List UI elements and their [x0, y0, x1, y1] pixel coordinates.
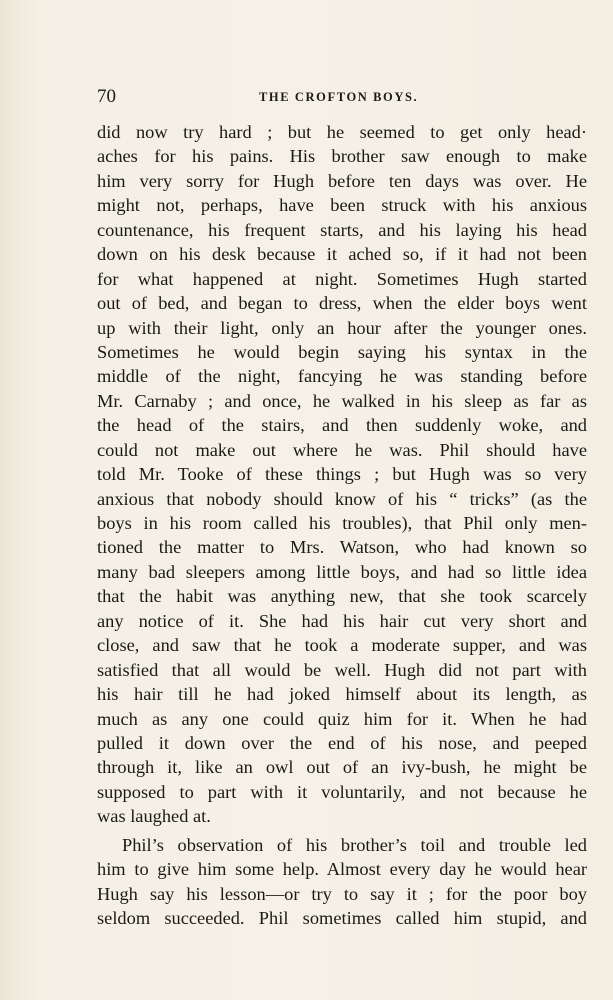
- text-line: countenance, his frequent starts, and his laying his head: [97, 219, 587, 240]
- text-line: him to give him some help. Almost every day he would hear: [97, 859, 587, 880]
- text-line: him very sorry for Hugh before ten days was over. He: [97, 170, 587, 191]
- text-line: much as any one could quiz him for it. When he had: [97, 708, 587, 729]
- page-number: 70: [97, 86, 116, 107]
- text-line: could not make out where he was. Phil should have: [97, 439, 587, 460]
- text-line: pulled it down over the end of his nose, and peeped: [97, 732, 587, 753]
- text-line: the head of the stairs, and then suddenly woke, and: [97, 415, 587, 436]
- text-line: that the habit was anything new, that she took scarcely: [97, 586, 587, 607]
- body-text: [97, 120, 587, 930]
- text-line: boys in his room called his troubles), that Phil only men-: [97, 513, 587, 533]
- text-line: did now try hard ; but he seemed to get only head·: [97, 122, 587, 142]
- running-title: THE CROFTON BOYS.: [259, 90, 419, 104]
- page-header: [97, 86, 567, 110]
- text-line: up with their light, only an hour after the younger ones.: [97, 317, 587, 338]
- text-line: for what happened at night. Sometimes Hugh started: [97, 268, 587, 289]
- text-line: seldom succeeded. Phil sometimes called him stupid, and: [97, 908, 587, 928]
- text-line: his hair till he had joked himself about its length, as: [97, 684, 587, 705]
- text-line: out of bed, and began to dress, when the elder boys went: [97, 293, 587, 314]
- text-line: Mr. Carnaby ; and once, he walked in his sleep as far as: [97, 390, 587, 411]
- text-line: Hugh say his lesson—or try to say it ; for the poor boy: [97, 883, 587, 904]
- text-line: aches for his pains. His brother saw enough to make: [97, 146, 587, 167]
- text-line: might not, perhaps, have been struck with his anxious: [97, 195, 587, 216]
- text-line: middle of the night, fancying he was standing before: [97, 366, 587, 387]
- text-line: supposed to part with it voluntarily, and not because he: [97, 781, 587, 802]
- text-line: told Mr. Tooke of these things ; but Hugh was so very: [97, 464, 587, 485]
- text-line: Phil’s observation of his brother’s toil and trouble led: [122, 834, 587, 855]
- text-line: satisfied that all would be well. Hugh did not part with: [97, 659, 587, 680]
- text-line: Sometimes he would begin saying his syntax in the: [97, 341, 587, 362]
- paragraph-2: [97, 833, 587, 931]
- text-line: any notice of it. She had his hair cut very short and: [97, 610, 587, 631]
- text-line: tioned the matter to Mrs. Watson, who had known so: [97, 537, 587, 558]
- paragraph-1: [97, 120, 587, 829]
- text-line: many bad sleepers among little boys, and had so little idea: [97, 561, 587, 582]
- text-line: through it, like an owl out of an ivy-bush, he might be: [97, 757, 587, 778]
- text-line: down on his desk because it ached so, if it had not been: [97, 244, 587, 265]
- text-line: close, and saw that he took a moderate supper, and was: [97, 635, 587, 656]
- text-line: anxious that nobody should know of his “ tricks” (as the: [97, 488, 587, 509]
- text-line: was laughed at.: [97, 806, 211, 827]
